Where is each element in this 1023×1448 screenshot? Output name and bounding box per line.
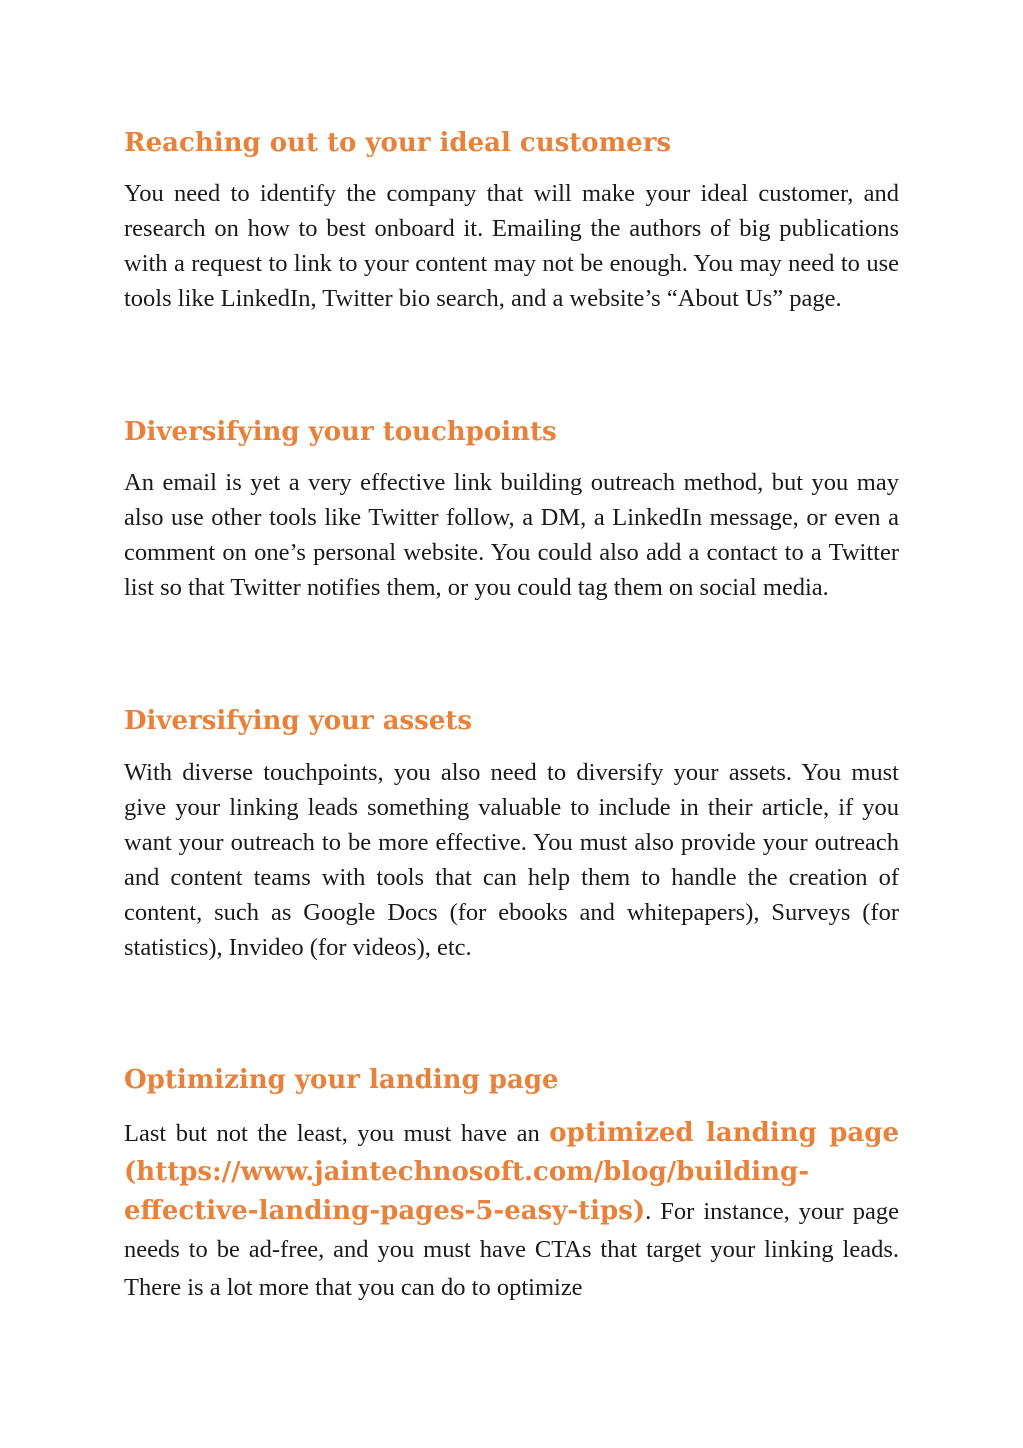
- section-body-reaching-out: You need to identify the company that will make your ideal customer, and research on how to best onboard it. Emailing the authors of big publications with a request to link to your content may not be enough. You may need to use tools like LinkedIn, Twitter bio search, and a website’s “About Us” page.: [124, 180, 899, 312]
- section-heading-touchpoints: Diversifying your touchpoints: [124, 417, 557, 447]
- section-body-landing-page: [124, 1114, 899, 1307]
- landing-page-text-before-link: Last but not the least, you must have an: [124, 1120, 550, 1147]
- section-heading-reaching-out: Reaching out to your ideal customers: [124, 128, 672, 158]
- section-heading-assets: Diversifying your assets: [124, 706, 473, 736]
- section-body-touchpoints: An email is yet a very effective link building outreach method, but you may also use other tools like Twitter follow, a DM, a LinkedIn message, or even a comment on one’s personal website. You could also add a contact to a Twitter list so that Twitter notifies them, or you could tag them on social media.: [124, 469, 899, 601]
- landing-page-text-after-link: . For instance, your page needs to be ad-free, and you must have CTAs that target your linking leads. There is a lot more that you can do to optimize: [124, 1198, 899, 1301]
- section-body-assets: With diverse touchpoints, you also need to diversify your assets. You must give your linking leads something valuable to include in their article, if you want your outreach to be more effective. You must also provide your outreach and content teams with tools that can help them to handle the creation of content, such as Google Docs (for ebooks and whitepapers), Surveys (for statistics), Invideo (for videos), etc.: [124, 759, 899, 961]
- optimized-landing-page-link[interactable]: optimized landing page (https://www.jaintechnosoft.com/blog/building-effective-landing-pages-5-easy-tips): [124, 1118, 899, 1226]
- section-heading-landing-page: Optimizing your landing page: [124, 1065, 559, 1095]
